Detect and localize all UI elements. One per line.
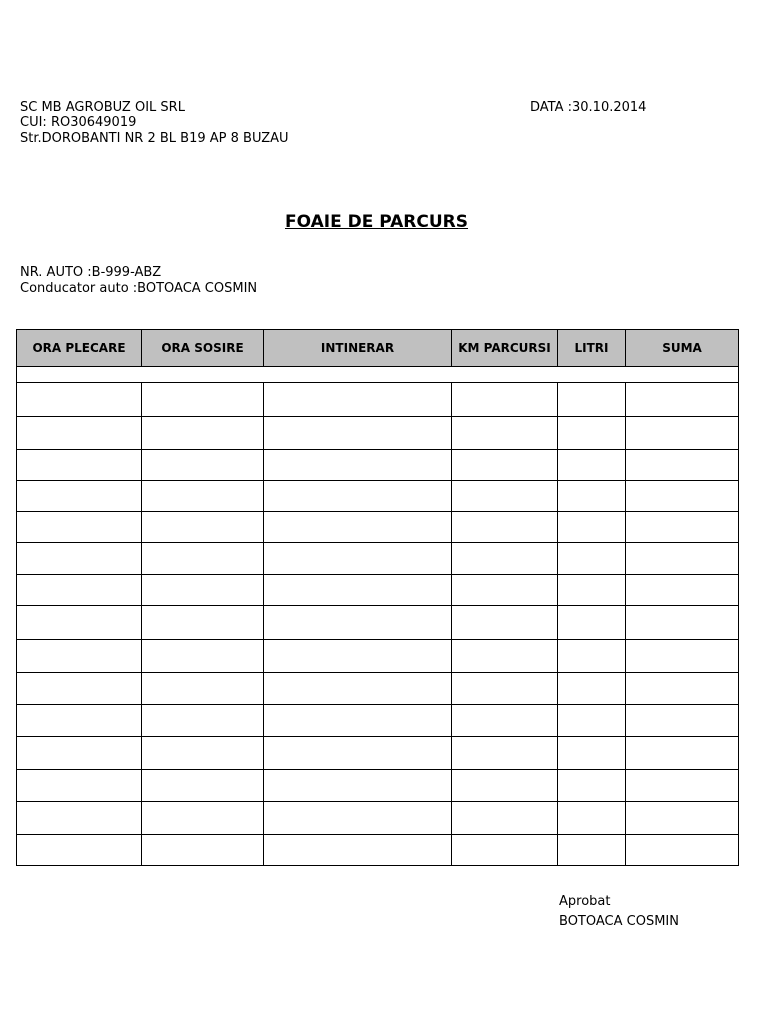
- table-cell: [452, 802, 558, 835]
- table-cell: [558, 383, 626, 417]
- table-cell: [452, 481, 558, 512]
- table-cell: [452, 640, 558, 673]
- table-cell: [558, 417, 626, 450]
- table-cell: [17, 450, 142, 481]
- header-ora-plecare: ORA PLECARE: [17, 330, 142, 367]
- table-cell: [264, 737, 452, 770]
- table-cell: [264, 450, 452, 481]
- table-row: [17, 705, 739, 737]
- table-cell: [264, 606, 452, 640]
- table-spacer-row: [17, 367, 739, 383]
- table-cell: [626, 705, 739, 737]
- driver-name: Conducator auto :BOTOACA COSMIN: [20, 281, 258, 296]
- table-cell: [142, 575, 264, 606]
- table-cell: [626, 481, 739, 512]
- table-cell: [626, 512, 739, 543]
- table-cell: [142, 606, 264, 640]
- header-km-parcursi: KM PARCURSI: [452, 330, 558, 367]
- document-date: DATA :30.10.2014: [530, 100, 647, 115]
- table-cell: [17, 705, 142, 737]
- table-cell: [142, 705, 264, 737]
- table-cell: [17, 606, 142, 640]
- table-cell: [264, 417, 452, 450]
- table-row: [17, 512, 739, 543]
- table-cell: [558, 835, 626, 866]
- table-row: [17, 640, 739, 673]
- header-litri: LITRI: [558, 330, 626, 367]
- table-cell: [142, 673, 264, 705]
- table-cell: [264, 705, 452, 737]
- table-row: [17, 770, 739, 802]
- table-cell: [17, 673, 142, 705]
- table-cell: [17, 640, 142, 673]
- trip-log-table: [16, 329, 739, 866]
- table-cell: [264, 770, 452, 802]
- table-cell: [142, 737, 264, 770]
- table-cell: [558, 770, 626, 802]
- table-cell: [264, 575, 452, 606]
- table-header-row: [17, 330, 739, 367]
- table-cell: [558, 673, 626, 705]
- table-cell: [626, 543, 739, 575]
- table-cell: [558, 606, 626, 640]
- table-row: [17, 481, 739, 512]
- table-cell: [452, 512, 558, 543]
- vehicle-number: NR. AUTO :B-999-ABZ: [20, 265, 162, 280]
- table-cell: [264, 802, 452, 835]
- spacer-cell: [17, 367, 739, 383]
- table-cell: [626, 673, 739, 705]
- table-cell: [264, 640, 452, 673]
- table-cell: [17, 543, 142, 575]
- table-cell: [264, 383, 452, 417]
- table-cell: [558, 640, 626, 673]
- table-row: [17, 575, 739, 606]
- table-cell: [142, 417, 264, 450]
- table-cell: [17, 512, 142, 543]
- table-cell: [17, 737, 142, 770]
- table-cell: [626, 417, 739, 450]
- table-cell: [452, 673, 558, 705]
- table-cell: [17, 481, 142, 512]
- company-name: SC MB AGROBUZ OIL SRL: [20, 100, 185, 115]
- table-cell: [142, 640, 264, 673]
- header-intinerar: INTINERAR: [264, 330, 452, 367]
- table-cell: [264, 673, 452, 705]
- table-cell: [452, 705, 558, 737]
- table-cell: [626, 450, 739, 481]
- table-cell: [558, 737, 626, 770]
- table-cell: [626, 383, 739, 417]
- table-cell: [452, 383, 558, 417]
- table-cell: [626, 606, 739, 640]
- table-cell: [452, 450, 558, 481]
- table-cell: [626, 770, 739, 802]
- table-cell: [142, 512, 264, 543]
- table-cell: [142, 802, 264, 835]
- table-cell: [452, 543, 558, 575]
- table-row: [17, 383, 739, 417]
- table-cell: [558, 575, 626, 606]
- table-row: [17, 835, 739, 866]
- table-cell: [142, 450, 264, 481]
- table-row: [17, 606, 739, 640]
- header-suma: SUMA: [626, 330, 739, 367]
- table-cell: [17, 835, 142, 866]
- table-cell: [626, 835, 739, 866]
- table-row: [17, 737, 739, 770]
- company-cui: CUI: RO30649019: [20, 115, 137, 130]
- table-row: [17, 417, 739, 450]
- table-cell: [626, 575, 739, 606]
- table-cell: [17, 417, 142, 450]
- table-cell: [142, 383, 264, 417]
- table-cell: [264, 512, 452, 543]
- table-cell: [142, 770, 264, 802]
- table-cell: [17, 383, 142, 417]
- table-cell: [264, 481, 452, 512]
- approval-label: Aprobat: [559, 894, 611, 909]
- table-cell: [558, 705, 626, 737]
- company-address: Str.DOROBANTI NR 2 BL B19 AP 8 BUZAU: [20, 131, 289, 146]
- table-cell: [142, 481, 264, 512]
- table-cell: [142, 835, 264, 866]
- table-cell: [452, 835, 558, 866]
- table-row: [17, 450, 739, 481]
- table-cell: [558, 802, 626, 835]
- table-cell: [558, 450, 626, 481]
- header-ora-sosire: ORA SOSIRE: [142, 330, 264, 367]
- table-cell: [558, 543, 626, 575]
- table-row: [17, 802, 739, 835]
- table-cell: [626, 737, 739, 770]
- document-title: FOAIE DE PARCURS: [284, 212, 469, 232]
- table-cell: [558, 512, 626, 543]
- table-cell: [17, 575, 142, 606]
- table-cell: [264, 543, 452, 575]
- table-row: [17, 543, 739, 575]
- table-cell: [626, 802, 739, 835]
- table-row: [17, 673, 739, 705]
- table-cell: [558, 481, 626, 512]
- approval-name: BOTOACA COSMIN: [559, 914, 679, 929]
- table-cell: [452, 770, 558, 802]
- table-cell: [452, 737, 558, 770]
- table-cell: [626, 640, 739, 673]
- table-cell: [264, 835, 452, 866]
- table-cell: [17, 802, 142, 835]
- table-cell: [17, 770, 142, 802]
- table-cell: [452, 575, 558, 606]
- table-cell: [142, 543, 264, 575]
- table-cell: [452, 606, 558, 640]
- table-cell: [452, 417, 558, 450]
